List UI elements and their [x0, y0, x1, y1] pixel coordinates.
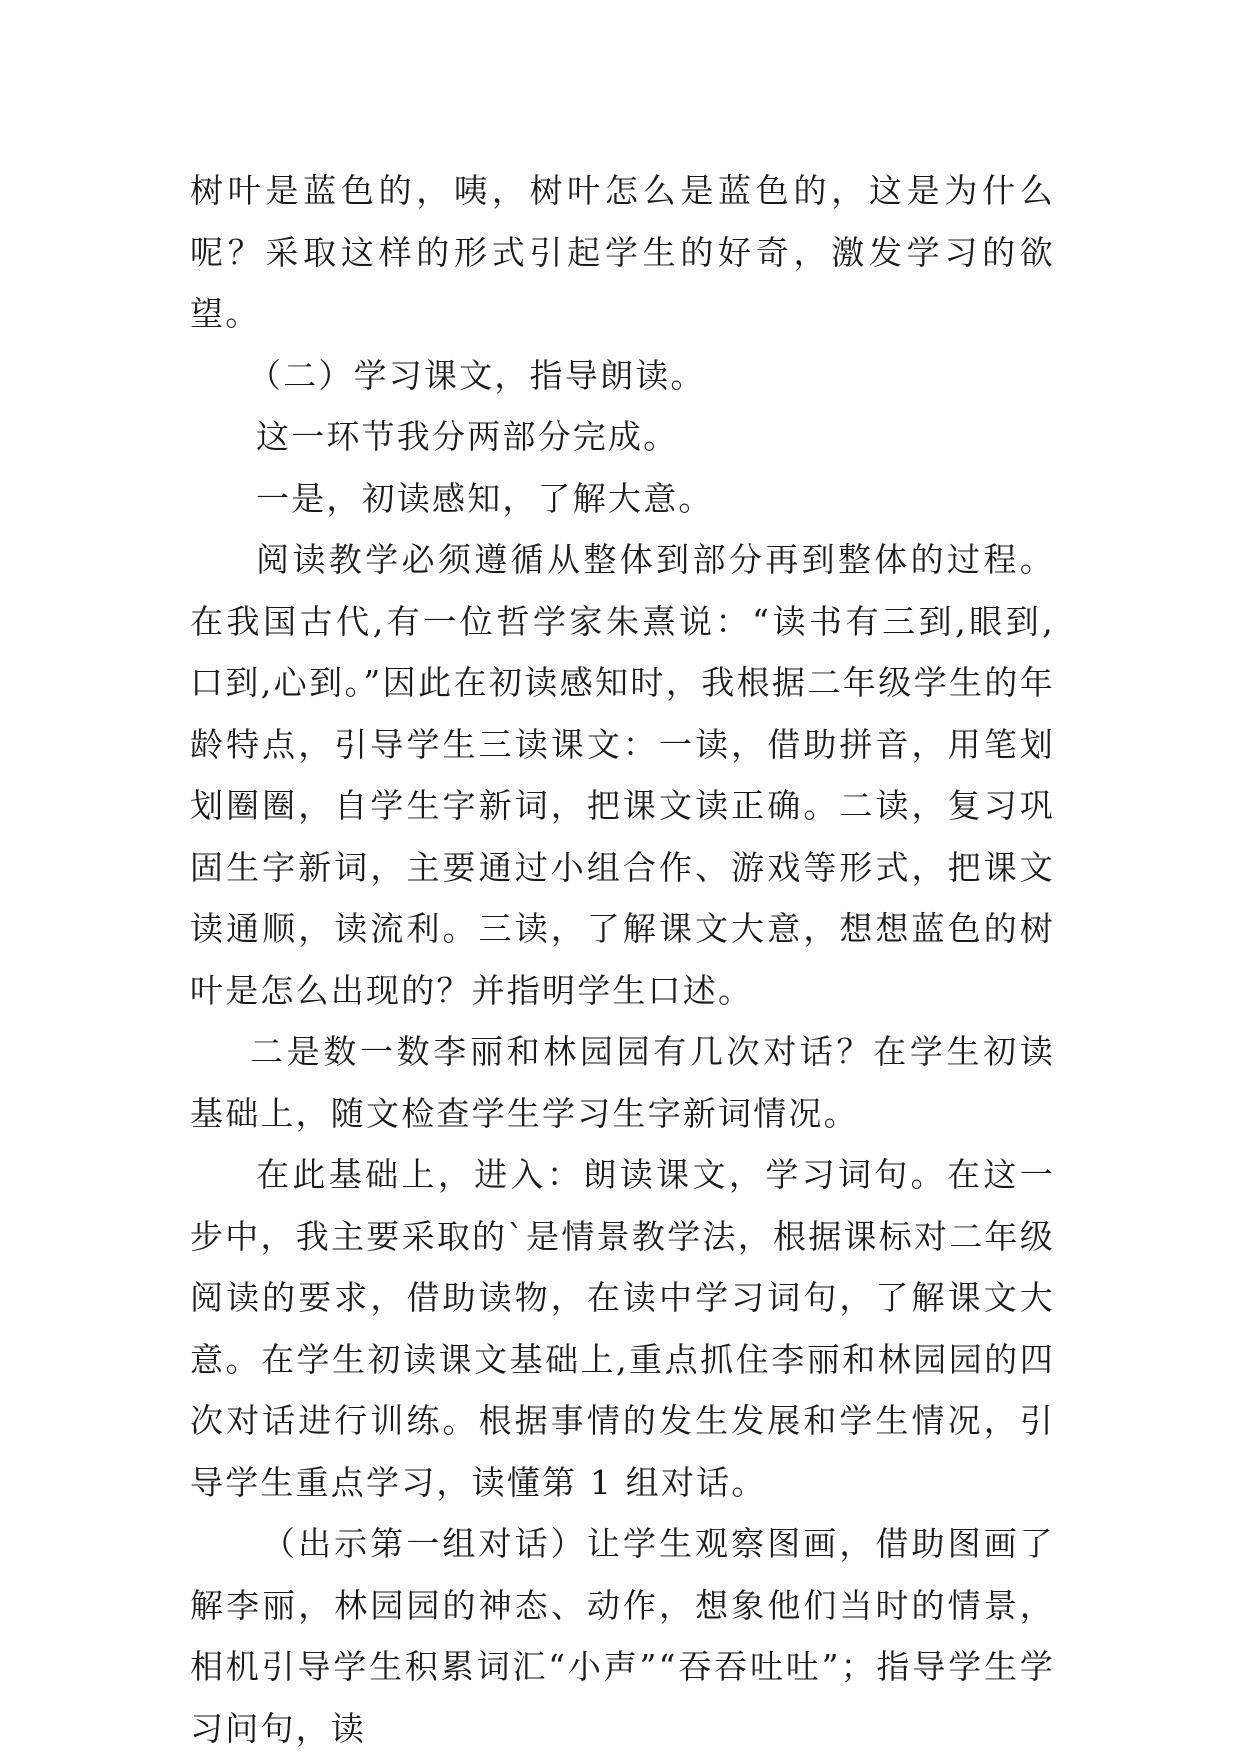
paragraph-part-one-heading: 一是，初读感知，了解大意。	[256, 478, 714, 518]
paragraph-two-parts: 这一环节我分两部分完成。	[256, 417, 679, 456]
paragraph-first-dialogue: （出示第一组对话）让学生观察图画，借助图画了解李丽，林园园的神态、动作，想象他们当时的情景，相机引导学生积累词汇“小声”“吞吞吐吐”；指导学生学习问句，读	[190, 1524, 1055, 1748]
paragraph-intro-continuation: 树叶是蓝色的，咦，树叶怎么是蓝色的，这是为什么呢？采取这样的形式引起学生的好奇，激发学习的欲望。	[190, 171, 1055, 333]
paragraph-part-two-dialogues: 二是数一数李丽和林园园有几次对话？在学生初读基础上，随文检查学生学习生字新词情况。	[190, 1032, 1055, 1133]
paragraph-reading-sentences: 在此基础上，进入：朗读课文，学习词句。在这一步中，我主要采取的`是情景教学法，根据课标对二年级阅读的要求，借助读物，在读中学习词句，了解课文大意。在学生初读课文基础上,重点抓住李丽和林园园的四次对话进行训练。根据事情的发生发展和学生情况，引导学生重点学习，读懂第 1 组对话。	[190, 1155, 1055, 1502]
paragraph-reading-teaching: 阅读教学必须遵循从整体到部分再到整体的过程。在我国古代,有一位哲学家朱熹说：“读书有三到,眼到,口到,心到。”因此在初读感知时，我根据二年级学生的年龄特点，引导学生三读课文：一读，借助拼音，用笔划划圈圈，自学生字新词，把课文读正确。二读，复习巩固生字新词，主要通过小组合作、游戏等形式，把课文读通顺，读流利。三读，了解课文大意，想想蓝色的树叶是怎么出现的？并指明学生口述。	[190, 540, 1055, 1010]
document-body	[190, 160, 1055, 1759]
section-heading-learn-text: （二）学习课文，指导朗读。	[248, 355, 706, 395]
